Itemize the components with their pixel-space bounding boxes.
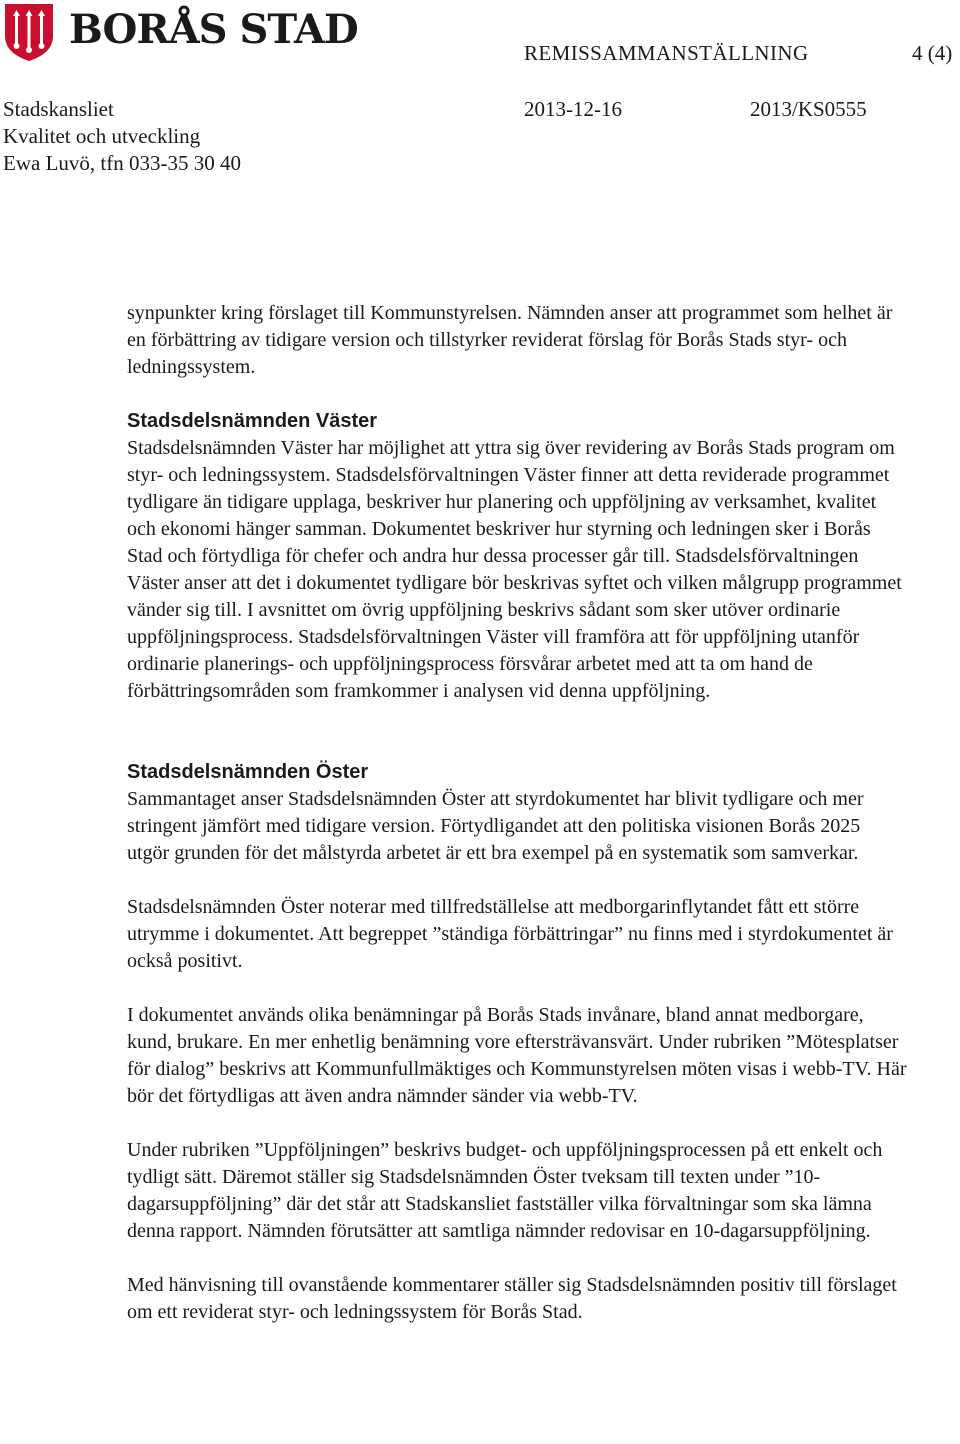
coat-of-arms-icon [3, 2, 55, 62]
paragraph-oster-2: Stadsdelsnämnden Öster noterar med tillfredställelse att medborgarinflytandet fått ett större utrymme i dokumentet. Att begreppet ”ständiga förbättringar” nu finns med i styrdokumentet är också positivt. [127, 896, 893, 972]
intro-paragraph: synpunkter kring förslaget till Kommunstyrelsen. Nämnden anser att programmet som helhet är en förbättring av tidigare version och tillstyrker reviderat förslag för Borås Stads styr- och ledningssystem. [127, 302, 893, 378]
paragraph-oster-1: Sammantaget anser Stadsdelsnämnden Öster att styrdokumentet har blivit tydligare och mer stringent jämfört med tidigare version. Förtydligandet att den politiska visionen Borås 2025 utgör grunden för det målstyrda arbetet är ett bra exempel på en systematik som samverkar. [127, 788, 864, 864]
paragraph-oster-4: Under rubriken ”Uppföljningen” beskrivs budget- och uppföljningsprocessen på ett enkelt och tydligt sätt. Däremot ställer sig Stadsdelsnämnden Öster tveksam till texten under ”10-dagarsuppföljning” där det står att Stadskansliet fastställer vilka förvaltningar som ska lämna denna rapport. Nämnden förutsätter att samtliga nämnder redovisar en 10-dagarsuppföljning. [127, 1139, 883, 1242]
contact-person: Ewa Luvö, tfn 033-35 30 40 [3, 151, 241, 175]
document-date: 2013-12-16 [524, 97, 622, 121]
unit: Kvalitet och utveckling [3, 124, 201, 148]
paragraph-vaster: Stadsdelsnämnden Väster har möjlighet att yttra sig över revidering av Borås Stads program om styr- och ledningssystem. Stadsdelsförvaltningen Väster finner att detta reviderade programmet tydligare än tidigare upplaga, beskriver hur planering och uppföljning av verksamhet, kvalitet och ekonomi hänger samman. Dokumentet beskriver hur styrning och ledningen sker i Borås Stad och förtydliga för chefer och andra hur dessa processer går till. Stadsdelsförvaltningen Väster anser att det i dokumentet tydligare bör beskrivas syftet och vilken målgrupp programmet vänder sig till. I avsnittet om övrig uppföljning beskrivs sådant som sker utöver ordinarie uppföljningsprocess. Stadsdelsförvaltningen Väster vill framföra att för uppföljning utanför ordinarie planerings- och uppföljningsprocess försvårar arbetet med att ta om hand de förbättringsområden som framkommer i analysen vid denna uppföljning. [127, 437, 902, 702]
heading-oster: Stadsdelsnämnden Öster [127, 761, 369, 783]
paragraph-oster-5: Med hänvisning till ovanstående kommentarer ställer sig Stadsdelsnämnden positiv till förslaget om ett reviderat styr- och ledningssystem för Borås Stad. [127, 1274, 897, 1323]
document-type: REMISSAMMANSTÄLLNING [524, 41, 809, 65]
paragraph-oster-3: I dokumentet används olika benämningar på Borås Stads invånare, bland annat medborgare, kund, brukare. En mer enhetlig benämning vore eftersträvansvärt. Under rubriken ”Mötesplatser för dialog” beskrivs att Kommunfullmäktiges och Kommunstyrelsen möten visas i webb-TV. Här bör det förtydligas att även andra nämnder sänder via webb-TV. [127, 1004, 907, 1107]
logo-wordmark: BORÅS STAD [69, 5, 358, 53]
boras-stad-logo [3, 2, 358, 62]
document-body [127, 300, 907, 1326]
page-number: 4 (4) [912, 41, 953, 65]
heading-vaster: Stadsdelsnämnden Väster [127, 410, 378, 432]
case-number: 2013/KS0555 [750, 97, 867, 121]
department: Stadskansliet [3, 97, 114, 121]
